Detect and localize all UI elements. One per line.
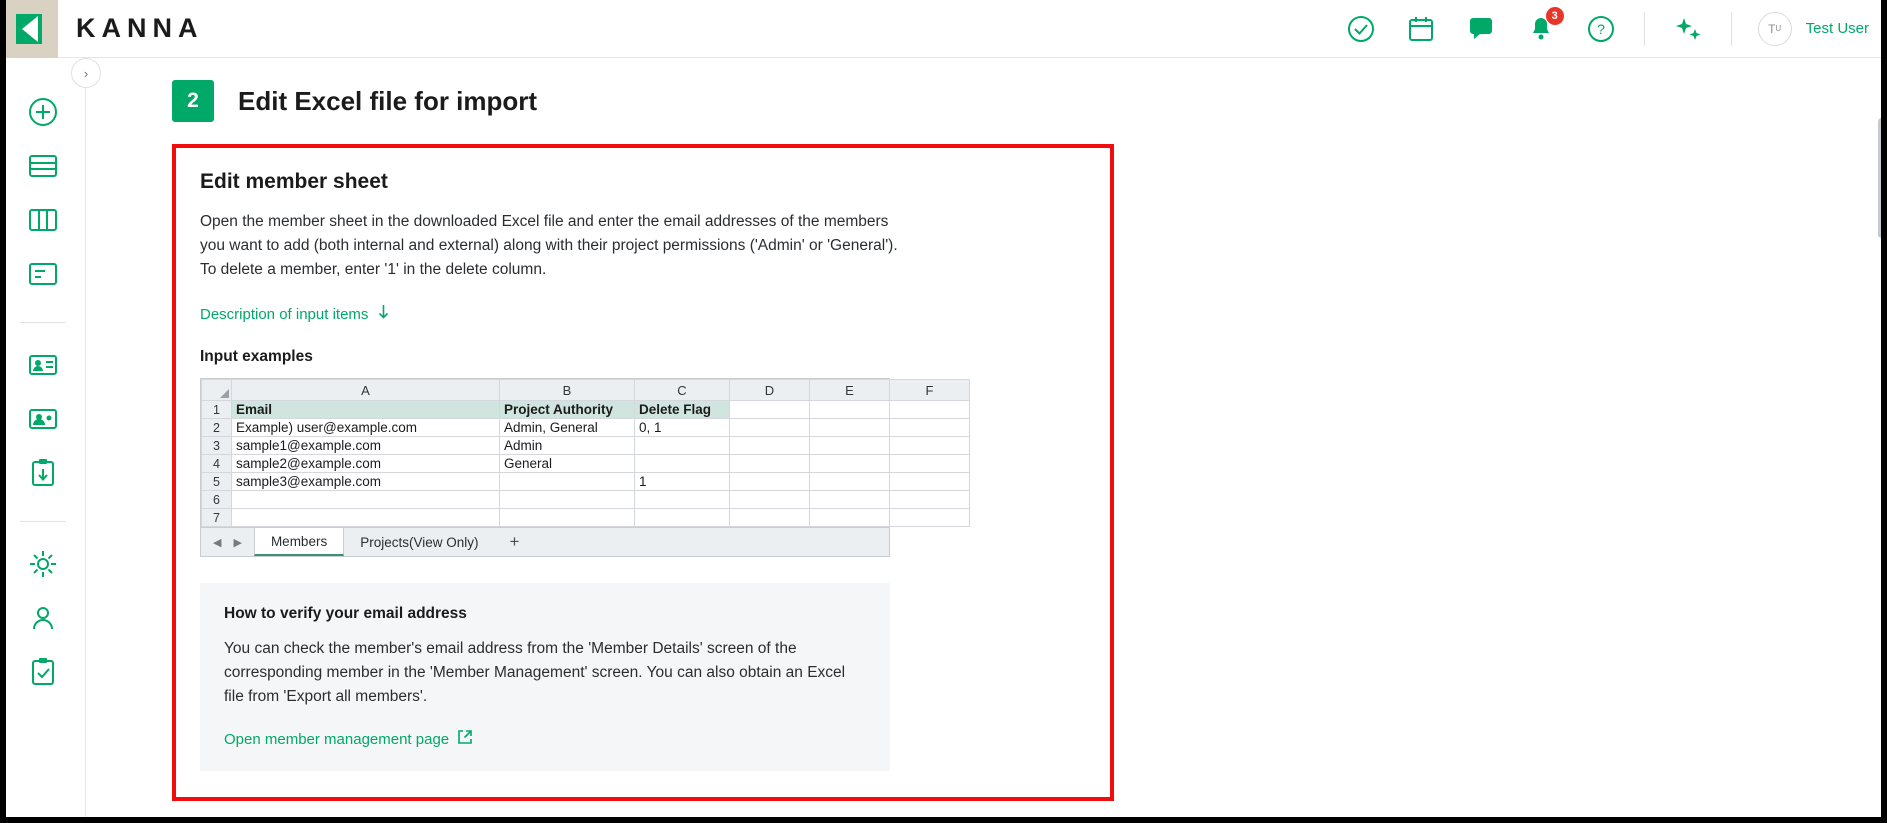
sheet-tab-label: Members (270, 533, 328, 549)
prev-sheet-arrow-icon[interactable]: ◀ (213, 536, 222, 549)
column-header-b[interactable]: B (500, 380, 635, 401)
add-sheet-button[interactable]: + (509, 532, 520, 552)
sheet-tab-label: Projects(View Only) (360, 534, 479, 550)
cell-b7[interactable] (500, 509, 635, 527)
page-title: Edit Excel file for import (238, 85, 538, 116)
cell-f1[interactable] (890, 401, 970, 419)
member-card-icon[interactable] (23, 345, 63, 385)
screen-frame-bottom (0, 817, 1887, 823)
cell-d4[interactable] (730, 455, 810, 473)
cell-a3[interactable]: sample1@example.com (232, 437, 500, 455)
sidebar-collapse-toggle[interactable] (71, 58, 101, 88)
description-of-input-items-link[interactable] (200, 304, 391, 324)
table-row (202, 473, 970, 491)
user-name[interactable]: Test User (1805, 20, 1869, 37)
column-header-e[interactable]: E (810, 380, 890, 401)
member-group-icon[interactable] (23, 399, 63, 439)
spreadsheet-body (202, 401, 970, 527)
row-header[interactable]: 3 (202, 437, 232, 455)
cell-a7[interactable] (232, 509, 500, 527)
chat-icon[interactable] (1464, 12, 1498, 46)
add-circle-icon[interactable] (23, 92, 63, 132)
open-member-management-page-link[interactable] (224, 729, 473, 749)
table-row (202, 419, 970, 437)
toolbar-divider (1644, 12, 1645, 46)
cell-c5[interactable]: 1 (635, 473, 730, 491)
spreadsheet-column-headers (202, 380, 970, 401)
cell-e4[interactable] (810, 455, 890, 473)
column-header-f[interactable]: F (890, 380, 970, 401)
cell-e6[interactable] (810, 491, 890, 509)
cell-b5[interactable] (500, 473, 635, 491)
notification-badge: 3 (1546, 7, 1564, 25)
info-body: You can check the member's email address from the 'Member Details' screen of the corresponding member in the 'Member Management' screen. You can also obtain an Excel file from 'Export all members'. (224, 640, 846, 706)
app-logo[interactable] (0, 0, 58, 58)
brand-title: KANNA (76, 13, 204, 43)
download-arrow-icon (376, 304, 391, 324)
row-header[interactable]: 7 (202, 509, 232, 527)
gear-icon[interactable] (23, 544, 63, 584)
avatar-sub-initial: U (1775, 24, 1782, 33)
cell-a2[interactable]: Example) user@example.com (232, 419, 500, 437)
sheet-tab-projects[interactable] (344, 528, 494, 556)
cell-e7[interactable] (810, 509, 890, 527)
screen-frame-left (0, 0, 6, 823)
cell-f6[interactable] (890, 491, 970, 509)
cell-f5[interactable] (890, 473, 970, 491)
row-header[interactable]: 1 (202, 401, 232, 419)
cell-a4[interactable]: sample2@example.com (232, 455, 500, 473)
sheet-tab-members[interactable] (254, 528, 344, 556)
column-header-a[interactable]: A (232, 380, 500, 401)
info-link-row (224, 729, 866, 749)
cell-d5[interactable] (730, 473, 810, 491)
clipboard-check-icon[interactable] (23, 652, 63, 692)
list-view-icon[interactable] (23, 146, 63, 186)
cell-c6[interactable] (635, 491, 730, 509)
cell-a5[interactable]: sample3@example.com (232, 473, 500, 491)
form-icon[interactable] (23, 254, 63, 294)
cell-a1[interactable]: Email (232, 401, 500, 419)
description-link-label: Description of input items (200, 305, 369, 323)
sheet-tab-bar (201, 527, 889, 556)
cell-f4[interactable] (890, 455, 970, 473)
check-circle-icon[interactable] (1344, 12, 1378, 46)
top-bar (0, 0, 1887, 58)
cell-c7[interactable] (635, 509, 730, 527)
sidebar-rail (0, 58, 89, 823)
board-view-icon[interactable] (23, 200, 63, 240)
svg-text:?: ? (1596, 20, 1605, 37)
table-row (202, 401, 970, 419)
help-icon[interactable] (1584, 12, 1618, 46)
cell-c3[interactable] (635, 437, 730, 455)
table-row (202, 509, 970, 527)
column-header-d[interactable]: D (730, 380, 810, 401)
edit-member-sheet-card (172, 144, 1114, 801)
rail-divider-2 (20, 521, 66, 522)
kanna-logo-icon (12, 12, 46, 46)
screen-frame-right (1881, 0, 1887, 823)
cell-b3[interactable]: Admin (500, 437, 635, 455)
row-header[interactable]: 6 (202, 491, 232, 509)
cell-d2[interactable] (730, 419, 810, 437)
row-header[interactable]: 4 (202, 455, 232, 473)
rail-divider-1 (20, 322, 66, 323)
cell-e3[interactable] (810, 437, 890, 455)
row-header[interactable]: 2 (202, 419, 232, 437)
calendar-icon[interactable] (1404, 12, 1438, 46)
card-heading: Edit member sheet (200, 170, 388, 193)
next-sheet-arrow-icon[interactable]: ▶ (233, 536, 242, 549)
row-header[interactable]: 5 (202, 473, 232, 491)
spreadsheet-preview[interactable] (200, 378, 934, 557)
chevron-right-icon: › (83, 65, 89, 81)
cell-f7[interactable] (890, 509, 970, 527)
info-link-label: Open member management page (224, 730, 450, 748)
avatar-initials: T (1768, 21, 1776, 36)
clipboard-download-icon[interactable] (23, 453, 63, 493)
sheet-tab-navigation (201, 528, 254, 556)
cell-f2[interactable] (890, 419, 970, 437)
cell-d7[interactable] (730, 509, 810, 527)
card-description: Open the member sheet in the downloaded Excel file and enter the email addresses of the members you want to add (both internal and external) along with their project permissions ('Admin' or 'General'). To delete a member, enter '1' in the delete column. (200, 213, 898, 279)
toolbar-divider-2 (1731, 12, 1732, 46)
external-link-icon (457, 729, 473, 749)
top-bar-actions (1344, 9, 1887, 46)
table-row (202, 455, 970, 473)
info-heading: How to verify your email address (224, 605, 467, 623)
person-icon[interactable] (23, 598, 63, 638)
cell-b1[interactable]: Project Authority (500, 401, 635, 419)
cell-d3[interactable] (730, 437, 810, 455)
step-number: 2 (172, 80, 214, 122)
main-content (110, 58, 1887, 823)
step-header (172, 80, 1887, 122)
avatar[interactable] (1758, 12, 1792, 46)
cell-c4[interactable] (635, 455, 730, 473)
cell-b2[interactable]: Admin, General (500, 419, 635, 437)
cell-d1[interactable] (730, 401, 810, 419)
cell-c2[interactable]: 0, 1 (635, 419, 730, 437)
input-examples-label: Input examples (200, 348, 313, 366)
bell-icon[interactable] (1524, 9, 1558, 46)
table-row (202, 437, 970, 455)
cell-d6[interactable] (730, 491, 810, 509)
cell-e2[interactable] (810, 419, 890, 437)
table-row (202, 491, 970, 509)
cell-c1[interactable]: Delete Flag (635, 401, 730, 419)
select-all-corner[interactable] (202, 380, 232, 401)
description-link-row (200, 304, 1086, 324)
email-verification-panel (200, 583, 890, 771)
column-header-c[interactable]: C (635, 380, 730, 401)
cell-a6[interactable] (232, 491, 500, 509)
cell-f3[interactable] (890, 437, 970, 455)
cell-e1[interactable] (810, 401, 890, 419)
spreadsheet-table (201, 379, 970, 527)
cell-b6[interactable] (500, 491, 635, 509)
sparkle-ai-icon[interactable] (1671, 12, 1705, 46)
cell-b4[interactable]: General (500, 455, 635, 473)
cell-e5[interactable] (810, 473, 890, 491)
